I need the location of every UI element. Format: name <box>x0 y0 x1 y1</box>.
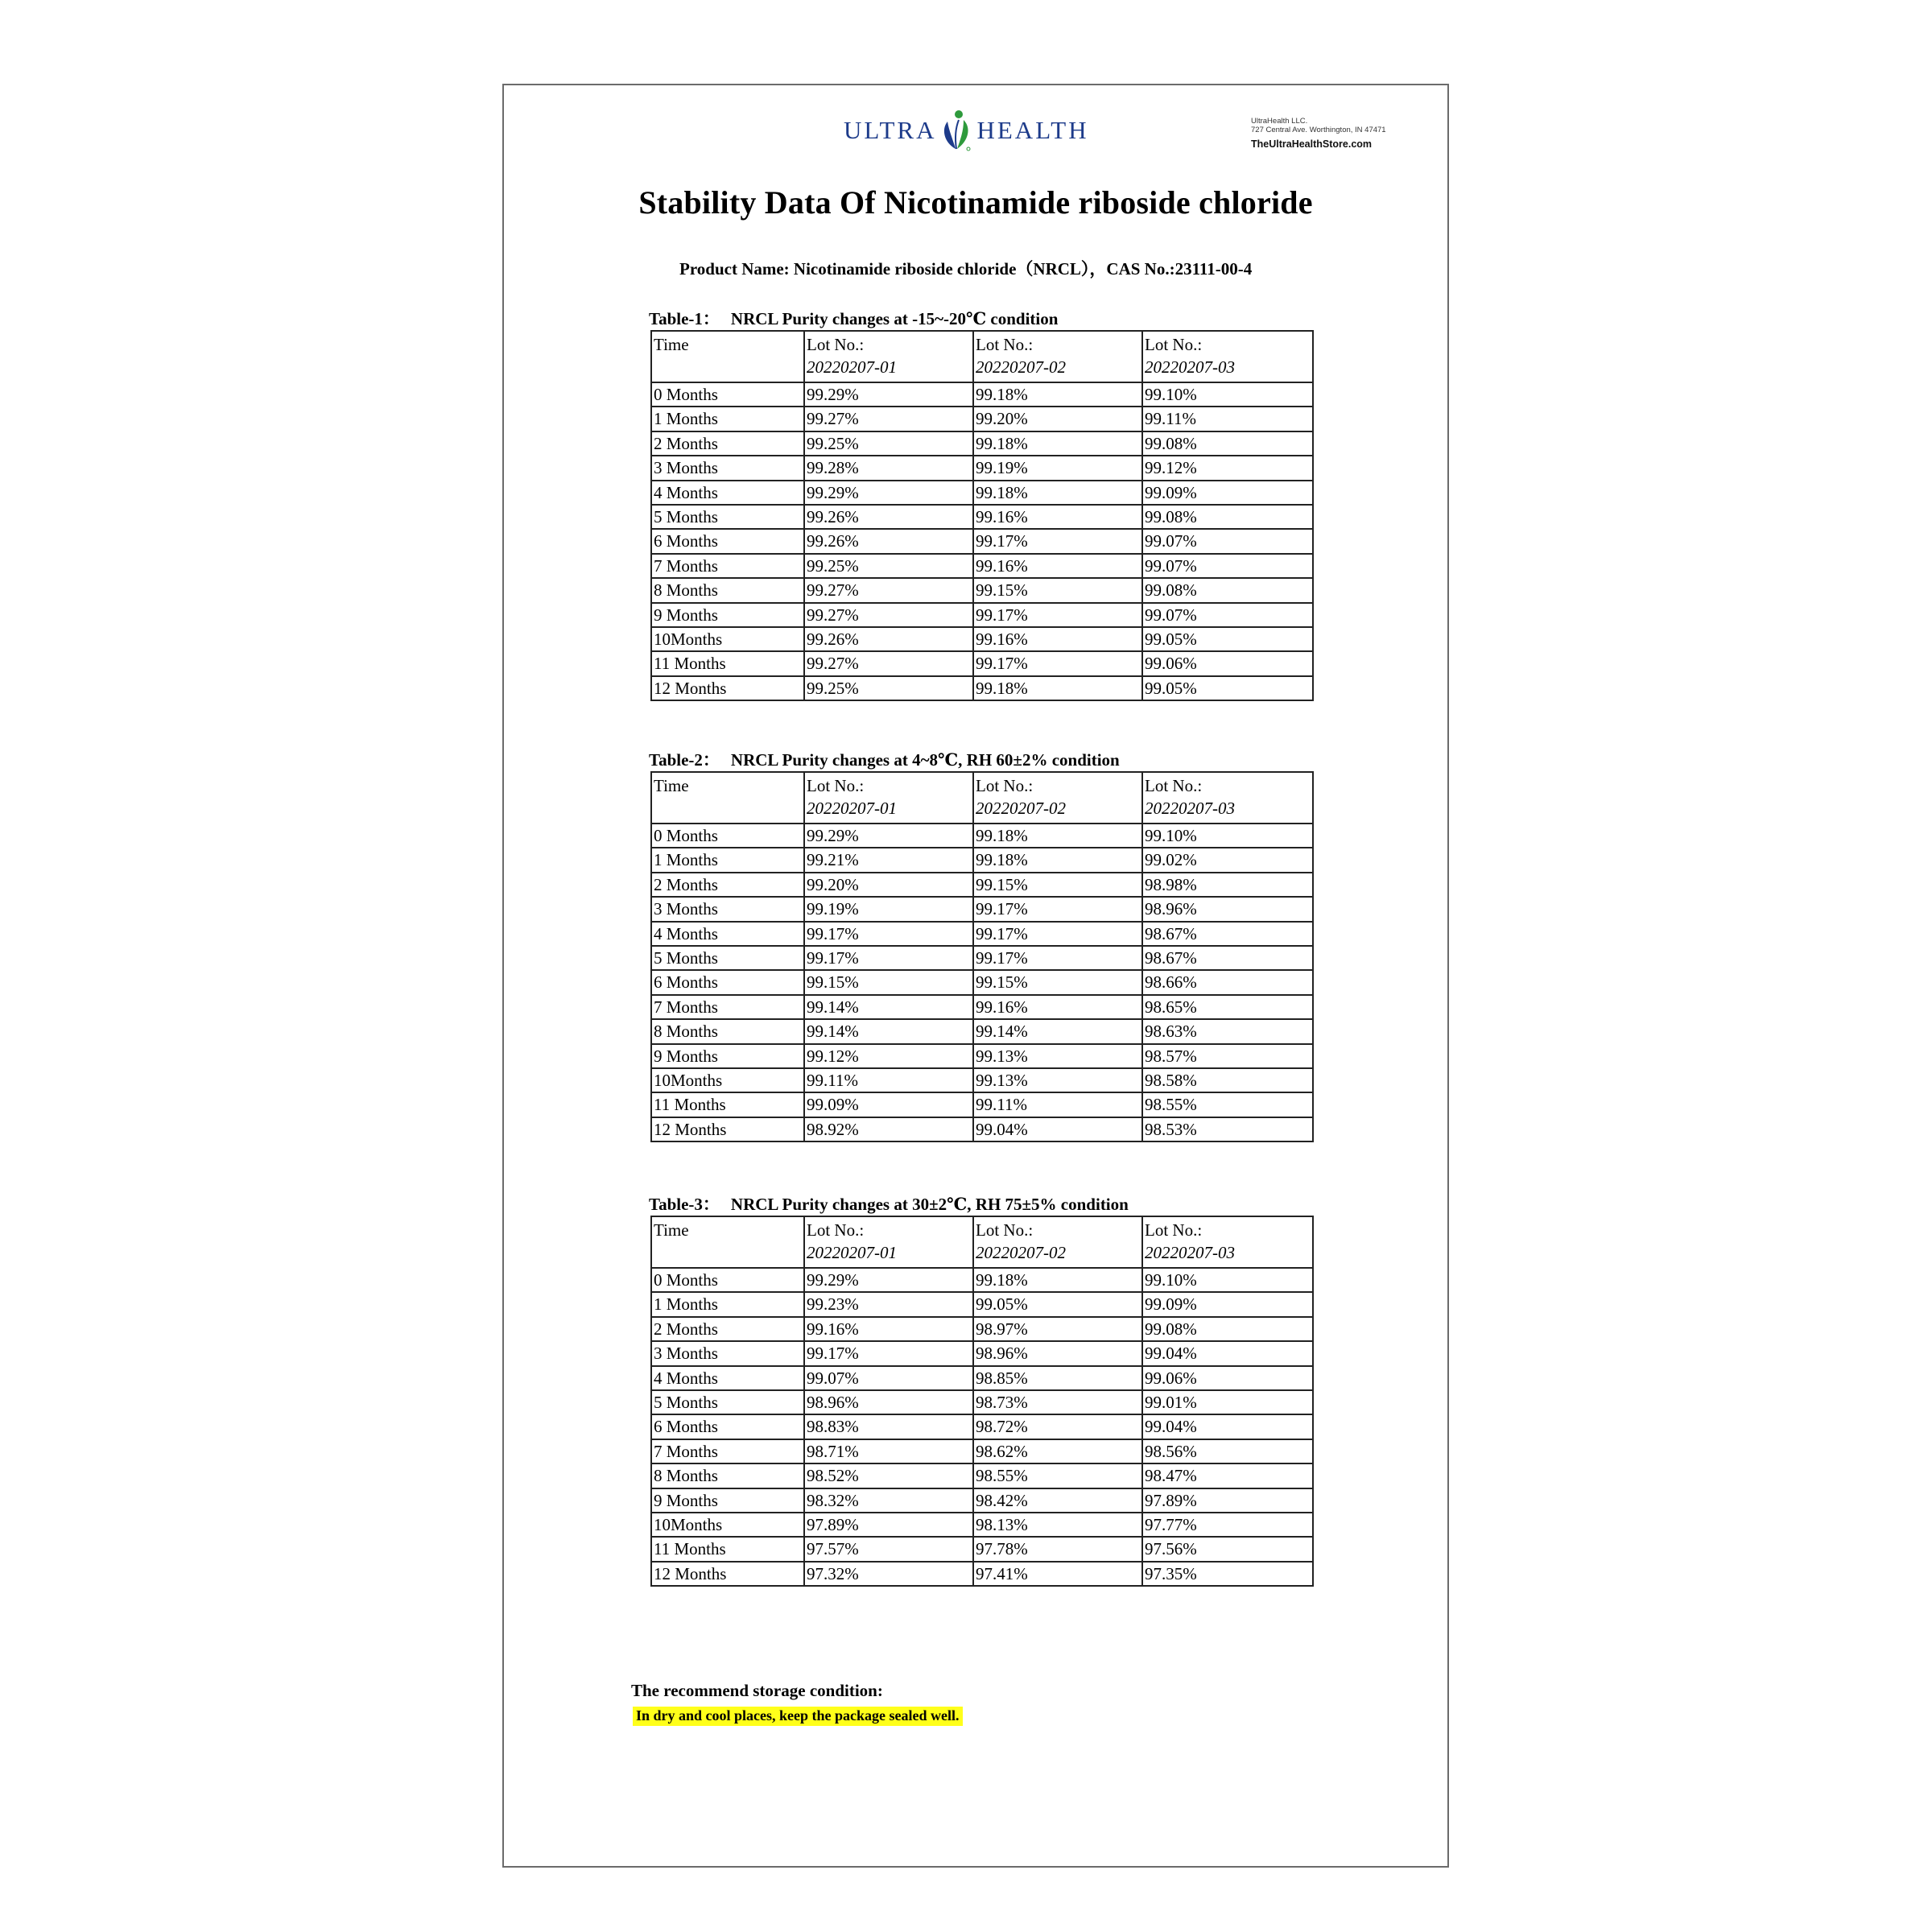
purity-cell: 98.52% <box>804 1463 973 1488</box>
purity-cell: 99.13% <box>973 1044 1142 1068</box>
table-row <box>651 1390 1313 1414</box>
purity-cell: 99.06% <box>1142 651 1313 675</box>
purity-cell: 99.17% <box>973 651 1142 675</box>
table-header-row <box>651 772 1313 824</box>
company-website: TheUltraHealthStore.com <box>1251 138 1373 150</box>
purity-cell: 98.42% <box>973 1488 1142 1513</box>
purity-cell: 99.08% <box>1142 431 1313 456</box>
table-caption <box>649 747 1120 771</box>
table-row <box>651 970 1313 994</box>
time-cell: 11 Months <box>651 1092 804 1117</box>
page-title: Stability Data Of Nicotinamide riboside chloride <box>638 184 1313 221</box>
time-cell: 6 Months <box>651 970 804 994</box>
company-address: 727 Central Ave. Worthington, IN 47471 <box>1251 126 1386 134</box>
purity-cell: 98.66% <box>1142 970 1313 994</box>
stability-table <box>650 771 1314 1142</box>
purity-cell: 99.10% <box>1142 382 1313 407</box>
purity-cell: 97.89% <box>804 1513 973 1537</box>
leaf-person-icon <box>939 109 973 152</box>
table-row <box>651 1513 1313 1537</box>
logo-word-ultra: ULTRA <box>844 116 937 144</box>
lot-label: Lot No.: <box>976 1220 1034 1240</box>
purity-cell: 99.18% <box>973 848 1142 872</box>
time-cell: 5 Months <box>651 946 804 970</box>
table-row <box>651 1537 1313 1561</box>
purity-cell: 98.96% <box>973 1341 1142 1365</box>
purity-cell: 99.09% <box>804 1092 973 1117</box>
purity-cell: 99.11% <box>1142 407 1313 431</box>
table-row <box>651 1463 1313 1488</box>
table-row <box>651 1366 1313 1390</box>
purity-cell: 97.35% <box>1142 1562 1313 1586</box>
purity-cell: 99.02% <box>1142 848 1313 872</box>
table-label: Table-3： <box>649 1195 720 1214</box>
table-row <box>651 1117 1313 1141</box>
time-cell: 8 Months <box>651 578 804 602</box>
time-cell: 0 Months <box>651 1268 804 1292</box>
table-row <box>651 505 1313 529</box>
purity-cell: 98.85% <box>973 1366 1142 1390</box>
table-header-row <box>651 331 1313 382</box>
time-cell: 3 Months <box>651 456 804 480</box>
purity-cell: 98.55% <box>973 1463 1142 1488</box>
table-row <box>651 897 1313 921</box>
header-lot <box>804 331 973 382</box>
lot-label: Lot No.: <box>976 335 1034 354</box>
purity-cell: 98.55% <box>1142 1092 1313 1117</box>
header-lot <box>973 331 1142 382</box>
purity-cell: 98.97% <box>973 1317 1142 1341</box>
purity-cell: 99.26% <box>804 529 973 553</box>
time-cell: 11 Months <box>651 651 804 675</box>
purity-cell: 99.18% <box>973 431 1142 456</box>
purity-cell: 99.05% <box>973 1292 1142 1316</box>
lot-number: 20220207-02 <box>976 357 1066 377</box>
table-caption <box>649 306 1058 330</box>
storage-title: The recommend storage condition: <box>631 1681 883 1700</box>
purity-cell: 99.07% <box>1142 529 1313 553</box>
time-cell: 9 Months <box>651 1044 804 1068</box>
purity-cell: 99.17% <box>973 922 1142 946</box>
table-row <box>651 578 1313 602</box>
purity-cell: 99.11% <box>973 1092 1142 1117</box>
header-lot <box>1142 1216 1313 1268</box>
table-row <box>651 1044 1313 1068</box>
lot-number: 20220207-03 <box>1145 799 1235 818</box>
table-row <box>651 554 1313 578</box>
time-cell: 0 Months <box>651 824 804 848</box>
purity-cell: 99.26% <box>804 505 973 529</box>
purity-cell: 99.13% <box>973 1068 1142 1092</box>
purity-cell: 99.15% <box>973 578 1142 602</box>
purity-cell: 99.14% <box>804 1019 973 1043</box>
header-time: Time <box>651 1216 804 1268</box>
purity-cell: 99.20% <box>804 873 973 897</box>
storage-note: In dry and cool places, keep the package sealed well. <box>633 1707 963 1726</box>
lot-number: 20220207-03 <box>1145 1243 1235 1262</box>
table-row <box>651 922 1313 946</box>
header-lot <box>1142 772 1313 824</box>
time-cell: 6 Months <box>651 1414 804 1439</box>
table-caption-text: NRCL Purity changes at -15~-20℃ condition <box>730 309 1059 328</box>
table-row <box>651 873 1313 897</box>
purity-cell: 99.14% <box>804 995 973 1019</box>
purity-cell: 97.78% <box>973 1537 1142 1561</box>
purity-cell: 99.28% <box>804 456 973 480</box>
time-cell: 9 Months <box>651 1488 804 1513</box>
table-row <box>651 1268 1313 1292</box>
time-cell: 9 Months <box>651 603 804 627</box>
purity-cell: 99.21% <box>804 848 973 872</box>
stability-table <box>650 330 1314 701</box>
purity-cell: 98.62% <box>973 1439 1142 1463</box>
table-row <box>651 456 1313 480</box>
time-cell: 3 Months <box>651 897 804 921</box>
time-cell: 7 Months <box>651 1439 804 1463</box>
lot-label: Lot No.: <box>1145 776 1203 795</box>
header-lot <box>804 1216 973 1268</box>
table-row <box>651 1488 1313 1513</box>
company-name: UltraHealth LLC. <box>1251 117 1308 126</box>
purity-cell: 99.16% <box>804 1317 973 1341</box>
time-cell: 12 Months <box>651 1562 804 1586</box>
time-cell: 12 Months <box>651 676 804 700</box>
logo-word-health: HEALTH <box>976 116 1089 144</box>
lot-number: 20220207-02 <box>976 1243 1066 1262</box>
purity-cell: 97.77% <box>1142 1513 1313 1537</box>
purity-cell: 98.67% <box>1142 922 1313 946</box>
table-row <box>651 431 1313 456</box>
lot-label: Lot No.: <box>1145 335 1203 354</box>
time-cell: 1 Months <box>651 848 804 872</box>
time-cell: 11 Months <box>651 1537 804 1561</box>
purity-cell: 97.57% <box>804 1537 973 1561</box>
purity-cell: 99.27% <box>804 603 973 627</box>
lot-number: 20220207-01 <box>807 357 897 377</box>
purity-cell: 99.17% <box>804 1341 973 1365</box>
purity-cell: 99.07% <box>1142 603 1313 627</box>
purity-cell: 98.57% <box>1142 1044 1313 1068</box>
purity-cell: 99.17% <box>973 529 1142 553</box>
purity-cell: 98.58% <box>1142 1068 1313 1092</box>
time-cell: 3 Months <box>651 1341 804 1365</box>
lot-number: 20220207-01 <box>807 799 897 818</box>
purity-cell: 99.29% <box>804 382 973 407</box>
purity-cell: 99.07% <box>1142 554 1313 578</box>
table-row <box>651 1092 1313 1117</box>
time-cell: 7 Months <box>651 554 804 578</box>
purity-cell: 99.17% <box>804 946 973 970</box>
lot-label: Lot No.: <box>807 335 865 354</box>
purity-cell: 99.08% <box>1142 1317 1313 1341</box>
header-lot <box>804 772 973 824</box>
purity-cell: 99.18% <box>973 1268 1142 1292</box>
purity-cell: 97.32% <box>804 1562 973 1586</box>
table-row <box>651 676 1313 700</box>
table-label: Table-1： <box>649 309 720 328</box>
lot-number: 20220207-03 <box>1145 357 1235 377</box>
table-header-row <box>651 1216 1313 1268</box>
purity-cell: 99.29% <box>804 481 973 505</box>
header-time: Time <box>651 772 804 824</box>
purity-cell: 99.27% <box>804 407 973 431</box>
brand-logo <box>844 108 1089 153</box>
header-lot <box>973 772 1142 824</box>
purity-cell: 99.27% <box>804 578 973 602</box>
time-cell: 0 Months <box>651 382 804 407</box>
table-row <box>651 848 1313 872</box>
purity-cell: 99.11% <box>804 1068 973 1092</box>
purity-cell: 99.17% <box>973 946 1142 970</box>
time-cell: 12 Months <box>651 1117 804 1141</box>
time-cell: 6 Months <box>651 529 804 553</box>
time-cell: 7 Months <box>651 995 804 1019</box>
time-cell: 5 Months <box>651 1390 804 1414</box>
time-cell: 10Months <box>651 627 804 651</box>
purity-cell: 99.10% <box>1142 1268 1313 1292</box>
purity-cell: 98.72% <box>973 1414 1142 1439</box>
purity-cell: 99.14% <box>973 1019 1142 1043</box>
purity-cell: 99.12% <box>1142 456 1313 480</box>
product-line: Product Name: Nicotinamide riboside chloride（NRCL），CAS No.:23111-00-4 <box>679 259 1253 279</box>
table-row <box>651 946 1313 970</box>
purity-cell: 99.09% <box>1142 1292 1313 1316</box>
time-cell: 10Months <box>651 1068 804 1092</box>
stability-table <box>650 1216 1314 1587</box>
time-cell: 4 Months <box>651 481 804 505</box>
purity-cell: 99.08% <box>1142 505 1313 529</box>
lot-label: Lot No.: <box>807 1220 865 1240</box>
purity-cell: 99.27% <box>804 651 973 675</box>
purity-cell: 99.25% <box>804 676 973 700</box>
purity-cell: 97.41% <box>973 1562 1142 1586</box>
purity-cell: 99.25% <box>804 431 973 456</box>
purity-cell: 99.15% <box>973 873 1142 897</box>
time-cell: 2 Months <box>651 873 804 897</box>
purity-cell: 99.19% <box>973 456 1142 480</box>
header-time: Time <box>651 331 804 382</box>
lot-number: 20220207-02 <box>976 799 1066 818</box>
purity-cell: 98.83% <box>804 1414 973 1439</box>
lot-number: 20220207-01 <box>807 1243 897 1262</box>
purity-cell: 99.25% <box>804 554 973 578</box>
purity-cell: 99.26% <box>804 627 973 651</box>
purity-cell: 99.08% <box>1142 578 1313 602</box>
purity-cell: 99.18% <box>973 382 1142 407</box>
purity-cell: 98.67% <box>1142 946 1313 970</box>
time-cell: 2 Months <box>651 1317 804 1341</box>
table-row <box>651 995 1313 1019</box>
purity-cell: 97.56% <box>1142 1537 1313 1561</box>
purity-cell: 99.19% <box>804 897 973 921</box>
time-cell: 2 Months <box>651 431 804 456</box>
purity-cell: 99.16% <box>973 995 1142 1019</box>
purity-cell: 99.18% <box>973 824 1142 848</box>
purity-cell: 99.12% <box>804 1044 973 1068</box>
purity-cell: 99.05% <box>1142 627 1313 651</box>
company-block <box>1251 117 1386 150</box>
purity-cell: 98.56% <box>1142 1439 1313 1463</box>
table-row <box>651 1562 1313 1586</box>
table-row <box>651 382 1313 407</box>
time-cell: 8 Months <box>651 1463 804 1488</box>
time-cell: 10Months <box>651 1513 804 1537</box>
time-cell: 1 Months <box>651 407 804 431</box>
table-row <box>651 824 1313 848</box>
purity-cell: 99.01% <box>1142 1390 1313 1414</box>
table-row <box>651 627 1313 651</box>
header-lot <box>973 1216 1142 1268</box>
header-lot <box>1142 331 1313 382</box>
time-cell: 4 Months <box>651 1366 804 1390</box>
purity-cell: 99.16% <box>973 554 1142 578</box>
purity-cell: 99.17% <box>973 897 1142 921</box>
purity-cell: 98.98% <box>1142 873 1313 897</box>
purity-cell: 99.09% <box>1142 481 1313 505</box>
purity-cell: 99.29% <box>804 824 973 848</box>
table-row <box>651 407 1313 431</box>
time-cell: 1 Months <box>651 1292 804 1316</box>
table-row <box>651 1317 1313 1341</box>
table-row <box>651 603 1313 627</box>
purity-cell: 99.18% <box>973 481 1142 505</box>
purity-cell: 99.10% <box>1142 824 1313 848</box>
table-row <box>651 651 1313 675</box>
purity-cell: 99.23% <box>804 1292 973 1316</box>
table-caption-text: NRCL Purity changes at 4~8℃, RH 60±2% condition <box>730 750 1120 770</box>
lot-label: Lot No.: <box>807 776 865 795</box>
purity-cell: 98.73% <box>973 1390 1142 1414</box>
purity-cell: 99.18% <box>973 676 1142 700</box>
lot-label: Lot No.: <box>1145 1220 1203 1240</box>
purity-cell: 99.04% <box>973 1117 1142 1141</box>
purity-cell: 98.65% <box>1142 995 1313 1019</box>
table-row <box>651 1068 1313 1092</box>
purity-cell: 99.17% <box>804 922 973 946</box>
purity-cell: 98.71% <box>804 1439 973 1463</box>
purity-cell: 99.06% <box>1142 1366 1313 1390</box>
table-caption <box>649 1191 1129 1216</box>
purity-cell: 99.20% <box>973 407 1142 431</box>
table-row <box>651 481 1313 505</box>
purity-cell: 99.16% <box>973 505 1142 529</box>
table-row <box>651 1019 1313 1043</box>
purity-cell: 99.04% <box>1142 1341 1313 1365</box>
purity-cell: 98.92% <box>804 1117 973 1141</box>
table-row <box>651 1439 1313 1463</box>
purity-cell: 99.16% <box>973 627 1142 651</box>
purity-cell: 99.07% <box>804 1366 973 1390</box>
purity-cell: 97.89% <box>1142 1488 1313 1513</box>
time-cell: 4 Months <box>651 922 804 946</box>
time-cell: 5 Months <box>651 505 804 529</box>
purity-cell: 99.15% <box>804 970 973 994</box>
purity-cell: 98.96% <box>1142 897 1313 921</box>
table-caption-text: NRCL Purity changes at 30±2℃, RH 75±5% condition <box>730 1195 1129 1214</box>
lot-label: Lot No.: <box>976 776 1034 795</box>
purity-cell: 98.32% <box>804 1488 973 1513</box>
purity-cell: 98.96% <box>804 1390 973 1414</box>
purity-cell: 98.63% <box>1142 1019 1313 1043</box>
time-cell: 8 Months <box>651 1019 804 1043</box>
table-row <box>651 529 1313 553</box>
purity-cell: 99.04% <box>1142 1414 1313 1439</box>
purity-cell: 98.53% <box>1142 1117 1313 1141</box>
table-row <box>651 1341 1313 1365</box>
table-row <box>651 1292 1313 1316</box>
purity-cell: 98.13% <box>973 1513 1142 1537</box>
purity-cell: 99.29% <box>804 1268 973 1292</box>
table-row <box>651 1414 1313 1439</box>
purity-cell: 99.15% <box>973 970 1142 994</box>
purity-cell: 99.17% <box>973 603 1142 627</box>
purity-cell: 98.47% <box>1142 1463 1313 1488</box>
purity-cell: 99.05% <box>1142 676 1313 700</box>
table-label: Table-2： <box>649 750 720 770</box>
